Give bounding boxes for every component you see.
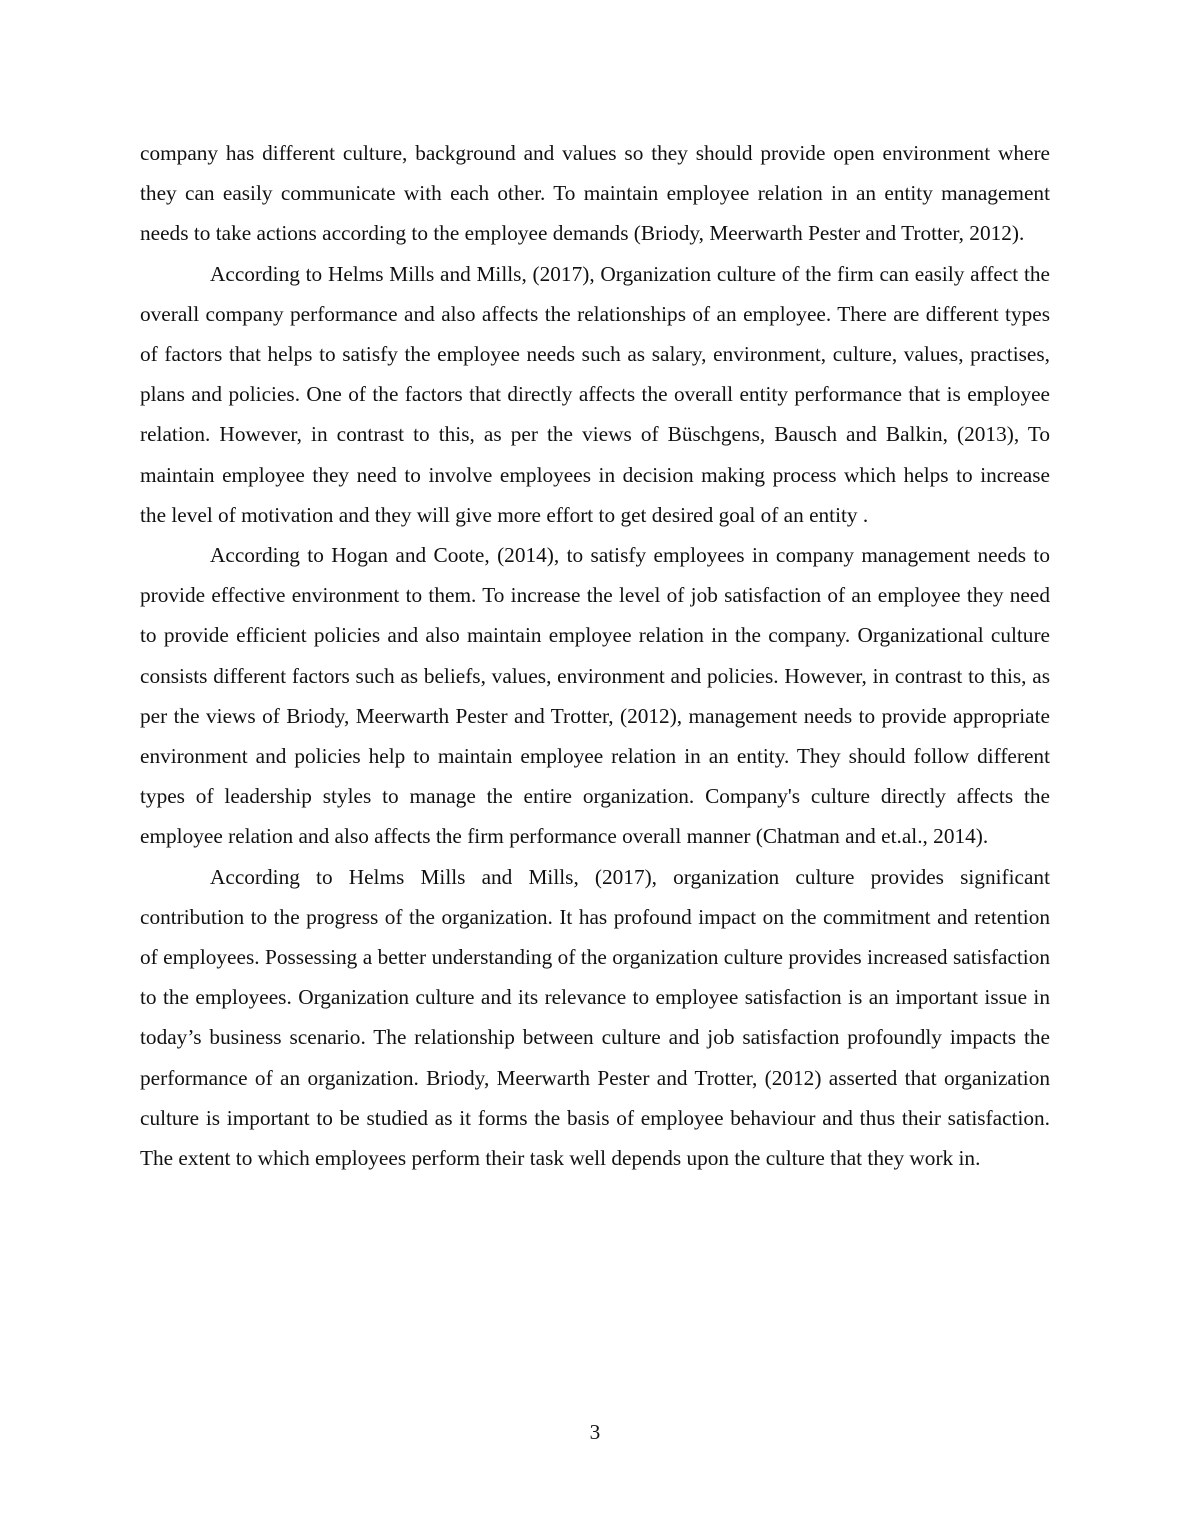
paragraph-hogan-coote: According to Hogan and Coote, (2014), to satisfy employees in company management needs to provide effective environment to them. To increase the level of job satisfaction of an employee they need to provide efficient policies and also maintain employee relation in the company. Organizational culture consists different factors such as beliefs, values, environment and policies. However, in contrast to this, as per the views of Briody, Meerwarth Pester and Trotter, (2012), management needs to provide appropriate environment and policies help to maintain employee relation in an entity. They should follow different types of leadership styles to manage the entire organization. Company's culture directly affects the employee relation and also affects the firm performance overall manner (Chatman and et.al., 2014). (140, 543, 1050, 849)
paragraph-helms-mills-progress: According to Helms Mills and Mills, (2017), organization culture provides significant contribution to the progress of the organization. It has profound impact on the commitment and retention of employees. Possessing a better understanding of the organization culture provides increased satisfaction to the employees. Organization culture and its relevance to employee satisfaction is an important issue in today’s business scenario. The relationship between culture and job satisfaction profoundly impacts the performance of an organization. Briody, Meerwarth Pester and Trotter, (2012) asserted that organization culture is important to be studied as it forms the basis of employee behaviour and thus their satisfaction. The extent to which employees perform their task well depends upon the culture that they work in. (140, 864, 1050, 1171)
paragraph-helms-mills-performance: According to Helms Mills and Mills, (2017), Organization culture of the firm can easily affect the overall company performance and also affects the relationships of an employee. There are different types of factors that helps to satisfy the employee needs such as salary, environment, culture, values, practises, plans and policies. One of the factors that directly affects the overall entity performance that is employee relation. However, in contrast to this, as per the views of Büschgens, Bausch and Balkin, (2013), To maintain employee they need to involve employees in decision making process which helps to increase the level of motivation and they will give more effort to get desired goal of an entity . (140, 261, 1050, 527)
body-text (140, 133, 1050, 1178)
paragraph-continuation: company has different culture, background and values so they should provide open environment where they can easily communicate with each other. To maintain employee relation in an entity management needs to take actions according to the employee demands (Briody, Meerwarth Pester and Trotter, 2012). (140, 141, 1050, 246)
page-number: 3 (589, 1420, 601, 1444)
